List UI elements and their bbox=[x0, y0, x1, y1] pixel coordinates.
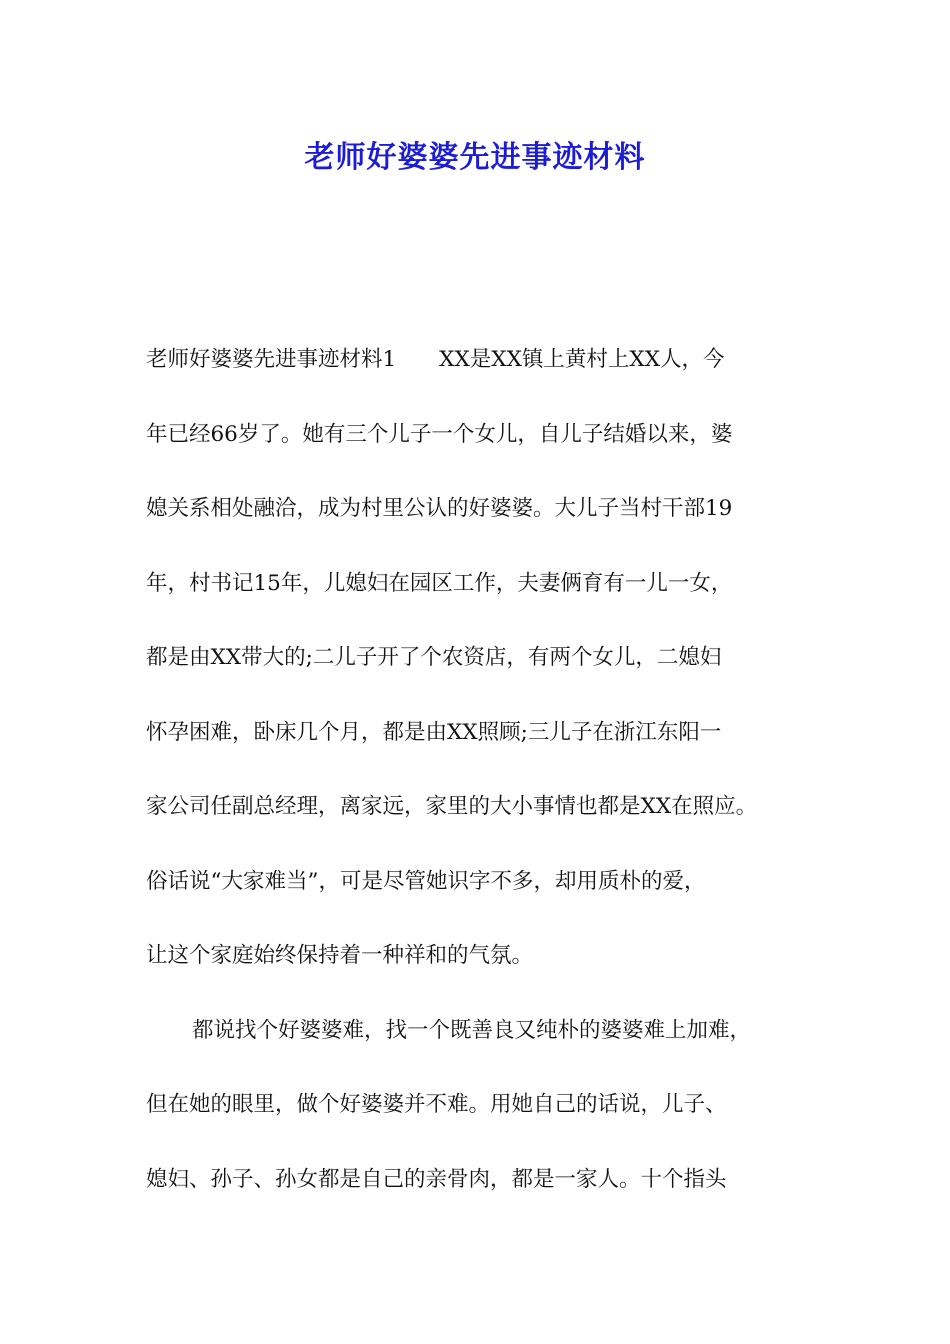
body-line: 俗话说“大家难当”，可是尽管她识字不多，却用质朴的爱， bbox=[146, 868, 706, 894]
body-line-indented: 都说找个好婆婆难，找一个既善良又纯朴的婆婆难上加难， bbox=[192, 1017, 752, 1043]
body-line: 但在她的眼里，做个好婆婆并不难。用她自己的话说，儿子、 bbox=[146, 1092, 727, 1117]
body-line: 怀孕困难，卧床几个月，都是由XX照顾;三儿子在浙江东阳一 bbox=[146, 719, 722, 745]
document-title: 老师好婆婆先进事迹材料 bbox=[304, 140, 646, 175]
body-line: 年已经66岁了。她有三个儿子一个女儿，自儿子结婚以来，婆 bbox=[146, 421, 733, 447]
body-line: 让这个家庭始终保持着一种祥和的气氛。 bbox=[146, 943, 534, 968]
document-body bbox=[146, 340, 836, 1234]
body-line: 都是由XX带大的;二儿子开了个农资店，有两个女儿，二媳妇 bbox=[146, 645, 722, 670]
body-line: 媳妇、孙子、孙女都是自己的亲骨肉，都是一家人。十个指头 bbox=[146, 1166, 727, 1192]
body-line: 年，村书记15年，儿媳妇在园区工作，夫妻俩育有一儿一女， bbox=[146, 570, 733, 596]
body-line: 老师好婆婆先进事迹材料1 XX是XX镇上黄村上XX人，今 bbox=[146, 347, 725, 372]
body-line: 家公司任副总经理，离家远，家里的大小事情也都是XX在照应。 bbox=[146, 794, 758, 819]
body-line: 媳关系相处融洽，成为村里公认的好婆婆。大儿子当村干部19 bbox=[146, 496, 733, 521]
